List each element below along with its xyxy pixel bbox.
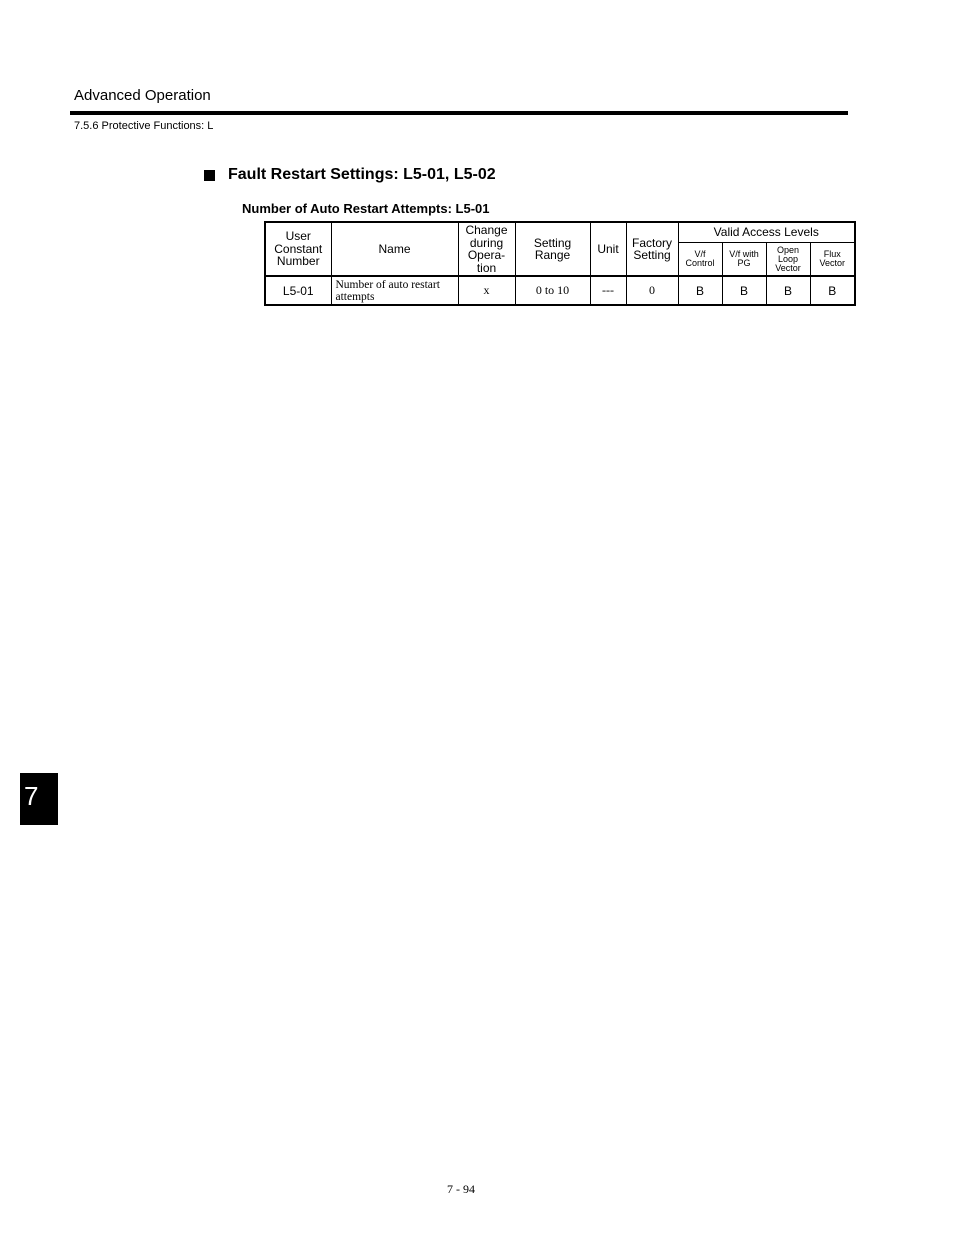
cell-constant-number: L5-01 [265, 276, 331, 305]
cell-vf-with-pg: B [722, 276, 766, 305]
cell-change-during-operation: x [458, 276, 515, 305]
header-flux-vector: Flux Vector [810, 243, 855, 277]
subsection-heading: Number of Auto Restart Attempts: L5-01 [242, 201, 490, 216]
square-bullet-icon [204, 170, 215, 181]
header-name: Name [331, 222, 458, 276]
cell-vf-control: B [678, 276, 722, 305]
header-change-during-operation: Change during Opera- tion [458, 222, 515, 276]
cell-name: Number of auto restart attempts [331, 276, 458, 305]
cell-setting-range: 0 to 10 [515, 276, 590, 305]
chapter-tab: 7 [20, 773, 58, 825]
header-vf-with-pg: V/f with PG [722, 243, 766, 277]
header-factory-setting: Factory Setting [626, 222, 678, 276]
header-unit: Unit [590, 222, 626, 276]
table-row [265, 276, 855, 305]
header-open-loop-vector: Open Loop Vector [766, 243, 810, 277]
cell-flux-vector: B [810, 276, 855, 305]
header-subsection: 7.5.6 Protective Functions: L [74, 120, 214, 132]
section-heading-text: Fault Restart Settings: L5-01, L5-02 [228, 166, 496, 183]
section-heading [204, 166, 496, 184]
header-valid-access-levels: Valid Access Levels [678, 222, 855, 243]
header-title: Advanced Operation [74, 87, 211, 104]
header-vf-control: V/f Control [678, 243, 722, 277]
header-user-constant-number: User Constant Number [265, 222, 331, 276]
parameter-table [264, 221, 856, 306]
cell-unit: --- [590, 276, 626, 305]
cell-factory-setting: 0 [626, 276, 678, 305]
cell-open-loop-vector: B [766, 276, 810, 305]
page-number: 7 - 94 [447, 1182, 475, 1196]
header-rule [70, 111, 848, 115]
header-setting-range: Setting Range [515, 222, 590, 276]
